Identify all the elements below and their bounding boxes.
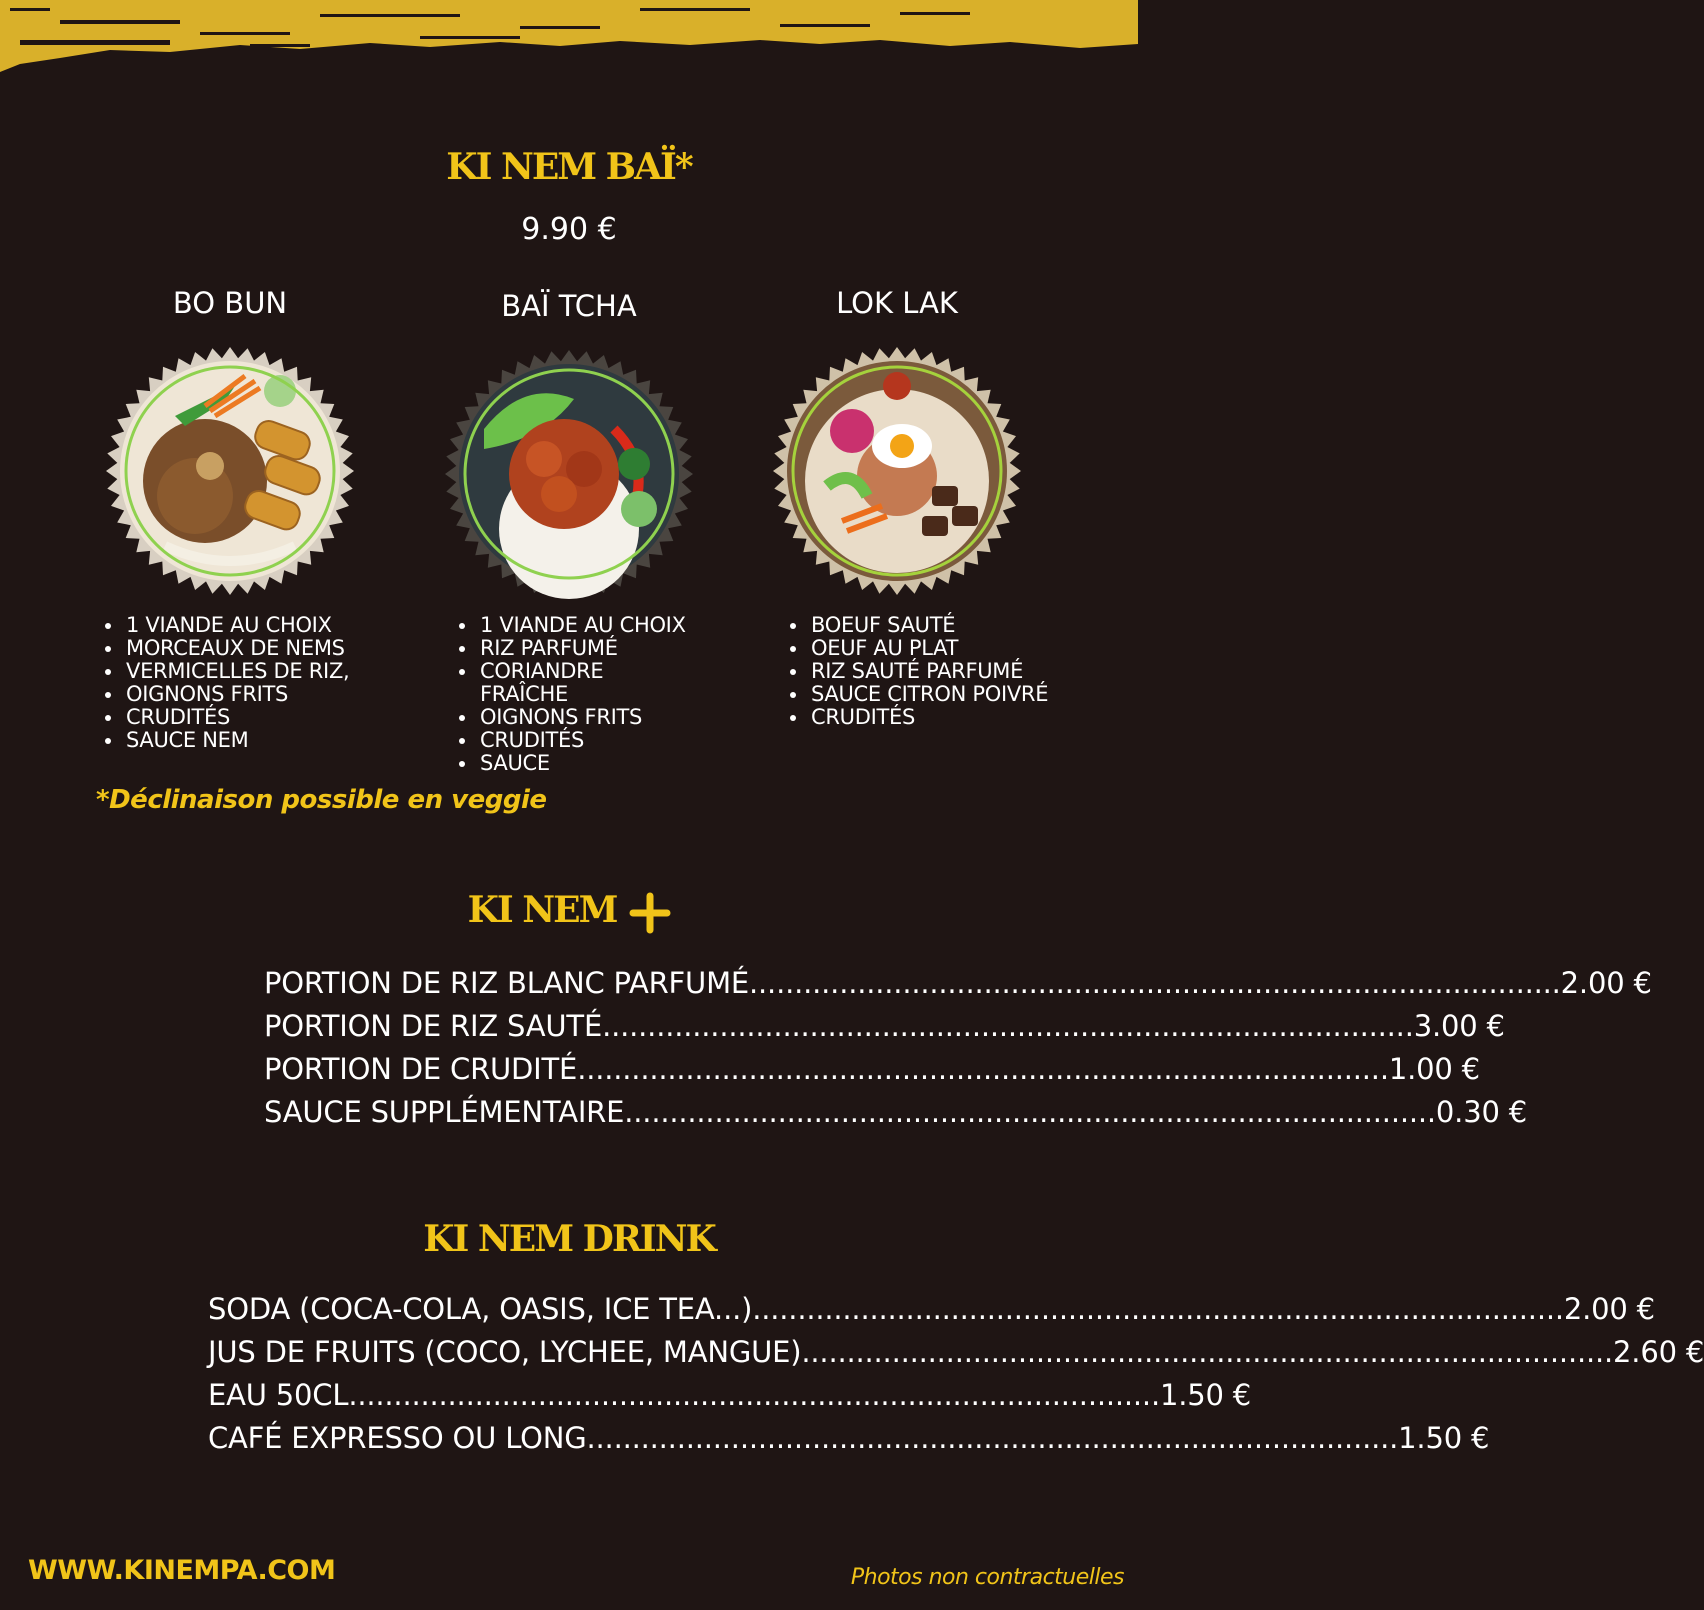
menu-title: KI NEM BAÏ* (446, 146, 692, 188)
list-item: • SAUCE NEM (124, 729, 349, 752)
item-label: PORTION DE CRUDITÉ (264, 1052, 578, 1086)
drinks-row (208, 1374, 1252, 1417)
list-item: • SAUCE CITRON POIVRÉ (809, 683, 1048, 706)
list-item: • OIGNONS FRITS (478, 706, 708, 729)
list-item: • 1 VIANDE AU CHOIX (478, 614, 708, 637)
veggie-note: *Déclinaison possible en veggie (96, 785, 547, 815)
lok-lak-photo (772, 346, 1022, 596)
extras-row (264, 1005, 1505, 1048)
leader-dots: .......................................................................................... (752, 1292, 1564, 1326)
list-item: • CRUDITÉS (809, 706, 1048, 729)
item-label: SAUCE SUPPLÉMENTAIRE (264, 1095, 625, 1129)
list-item: • OIGNONS FRITS (124, 683, 349, 706)
drinks-row (208, 1331, 1704, 1374)
list-item: • OEUF AU PLAT (809, 637, 1048, 660)
extras-title-text: KI NEM (467, 889, 617, 931)
ingredient-list-bo-bun (100, 614, 349, 752)
menu-price: 9.90 € (521, 212, 617, 247)
list-item: • CORIANDRE FRAÎCHE (478, 660, 620, 706)
item-price: 1.00 € (1388, 1052, 1480, 1086)
dish-card-bo-bun (70, 286, 390, 596)
item-label: CAFÉ EXPRESSO OU LONG (208, 1421, 587, 1455)
website-link[interactable]: WWW.KINEMPA.COM (28, 1555, 336, 1586)
list-item: • VERMICELLES DE RIZ, (124, 660, 349, 683)
list-item: • SAUCE (478, 752, 708, 775)
extras-price-list (264, 962, 1652, 1134)
bai-tcha-photo (444, 349, 694, 599)
plus-icon (630, 893, 670, 933)
item-label: SODA (COCA-COLA, OASIS, ICE TEA...) (208, 1292, 753, 1326)
list-item: • RIZ SAUTÉ PARFUMÉ (809, 660, 1048, 683)
brush-stroke-decoration (0, 0, 1138, 90)
extras-section-title (0, 889, 1138, 933)
dish-card-bai-tcha (409, 289, 729, 599)
item-price: 2.00 € (1563, 1292, 1655, 1326)
item-price: 3.00 € (1413, 1009, 1505, 1043)
list-item: • RIZ PARFUMÉ (478, 637, 708, 660)
dish-card-lok-lak (737, 286, 1057, 596)
leader-dots: .......................................................................................... (348, 1378, 1160, 1412)
leader-dots: .......................................................................................... (586, 1421, 1399, 1455)
leader-dots: .......................................................................................... (624, 1095, 1436, 1129)
list-item: • BOEUF SAUTÉ (809, 614, 1048, 637)
leader-dots: .......................................................................................... (749, 966, 1561, 1000)
ingredient-list-lok-lak (785, 614, 1048, 729)
dish-name: LOK LAK (836, 286, 958, 320)
dish-name: BAÏ TCHA (501, 289, 637, 323)
item-price: 1.50 € (1398, 1421, 1490, 1455)
list-item: • CRUDITÉS (478, 729, 708, 752)
leader-dots: .......................................................................................... (602, 1009, 1414, 1043)
item-label: JUS DE FRUITS (COCO, LYCHEE, MANGUE) (208, 1335, 802, 1369)
drinks-row (208, 1417, 1490, 1460)
list-item: • 1 VIANDE AU CHOIX (124, 614, 349, 637)
item-label: EAU 50CL (208, 1378, 349, 1412)
list-item: • CRUDITÉS (124, 706, 349, 729)
item-label: PORTION DE RIZ BLANC PARFUMÉ (264, 966, 750, 1000)
drinks-section-title: KI NEM DRINK (423, 1218, 715, 1260)
item-price: 1.50 € (1159, 1378, 1252, 1412)
extras-row (264, 1048, 1480, 1091)
drinks-row (208, 1288, 1655, 1331)
item-price: 2.00 € (1560, 966, 1652, 1000)
item-label: PORTION DE RIZ SAUTÉ (264, 1009, 603, 1043)
photo-disclaimer: Photos non contractuelles (850, 1565, 1124, 1590)
item-price: 0.30 € (1435, 1095, 1527, 1129)
extras-row (264, 962, 1652, 1005)
ingredient-list-bai-tcha (454, 614, 708, 775)
drinks-price-list (208, 1288, 1704, 1460)
leader-dots: .......................................................................................... (577, 1052, 1389, 1086)
extras-row (264, 1091, 1527, 1134)
item-price: 2.60 € (1613, 1335, 1704, 1369)
bo-bun-photo (105, 346, 355, 596)
list-item: • MORCEAUX DE NEMS (124, 637, 349, 660)
leader-dots: .......................................................................................... (801, 1335, 1614, 1369)
dish-name: BO BUN (172, 286, 288, 320)
